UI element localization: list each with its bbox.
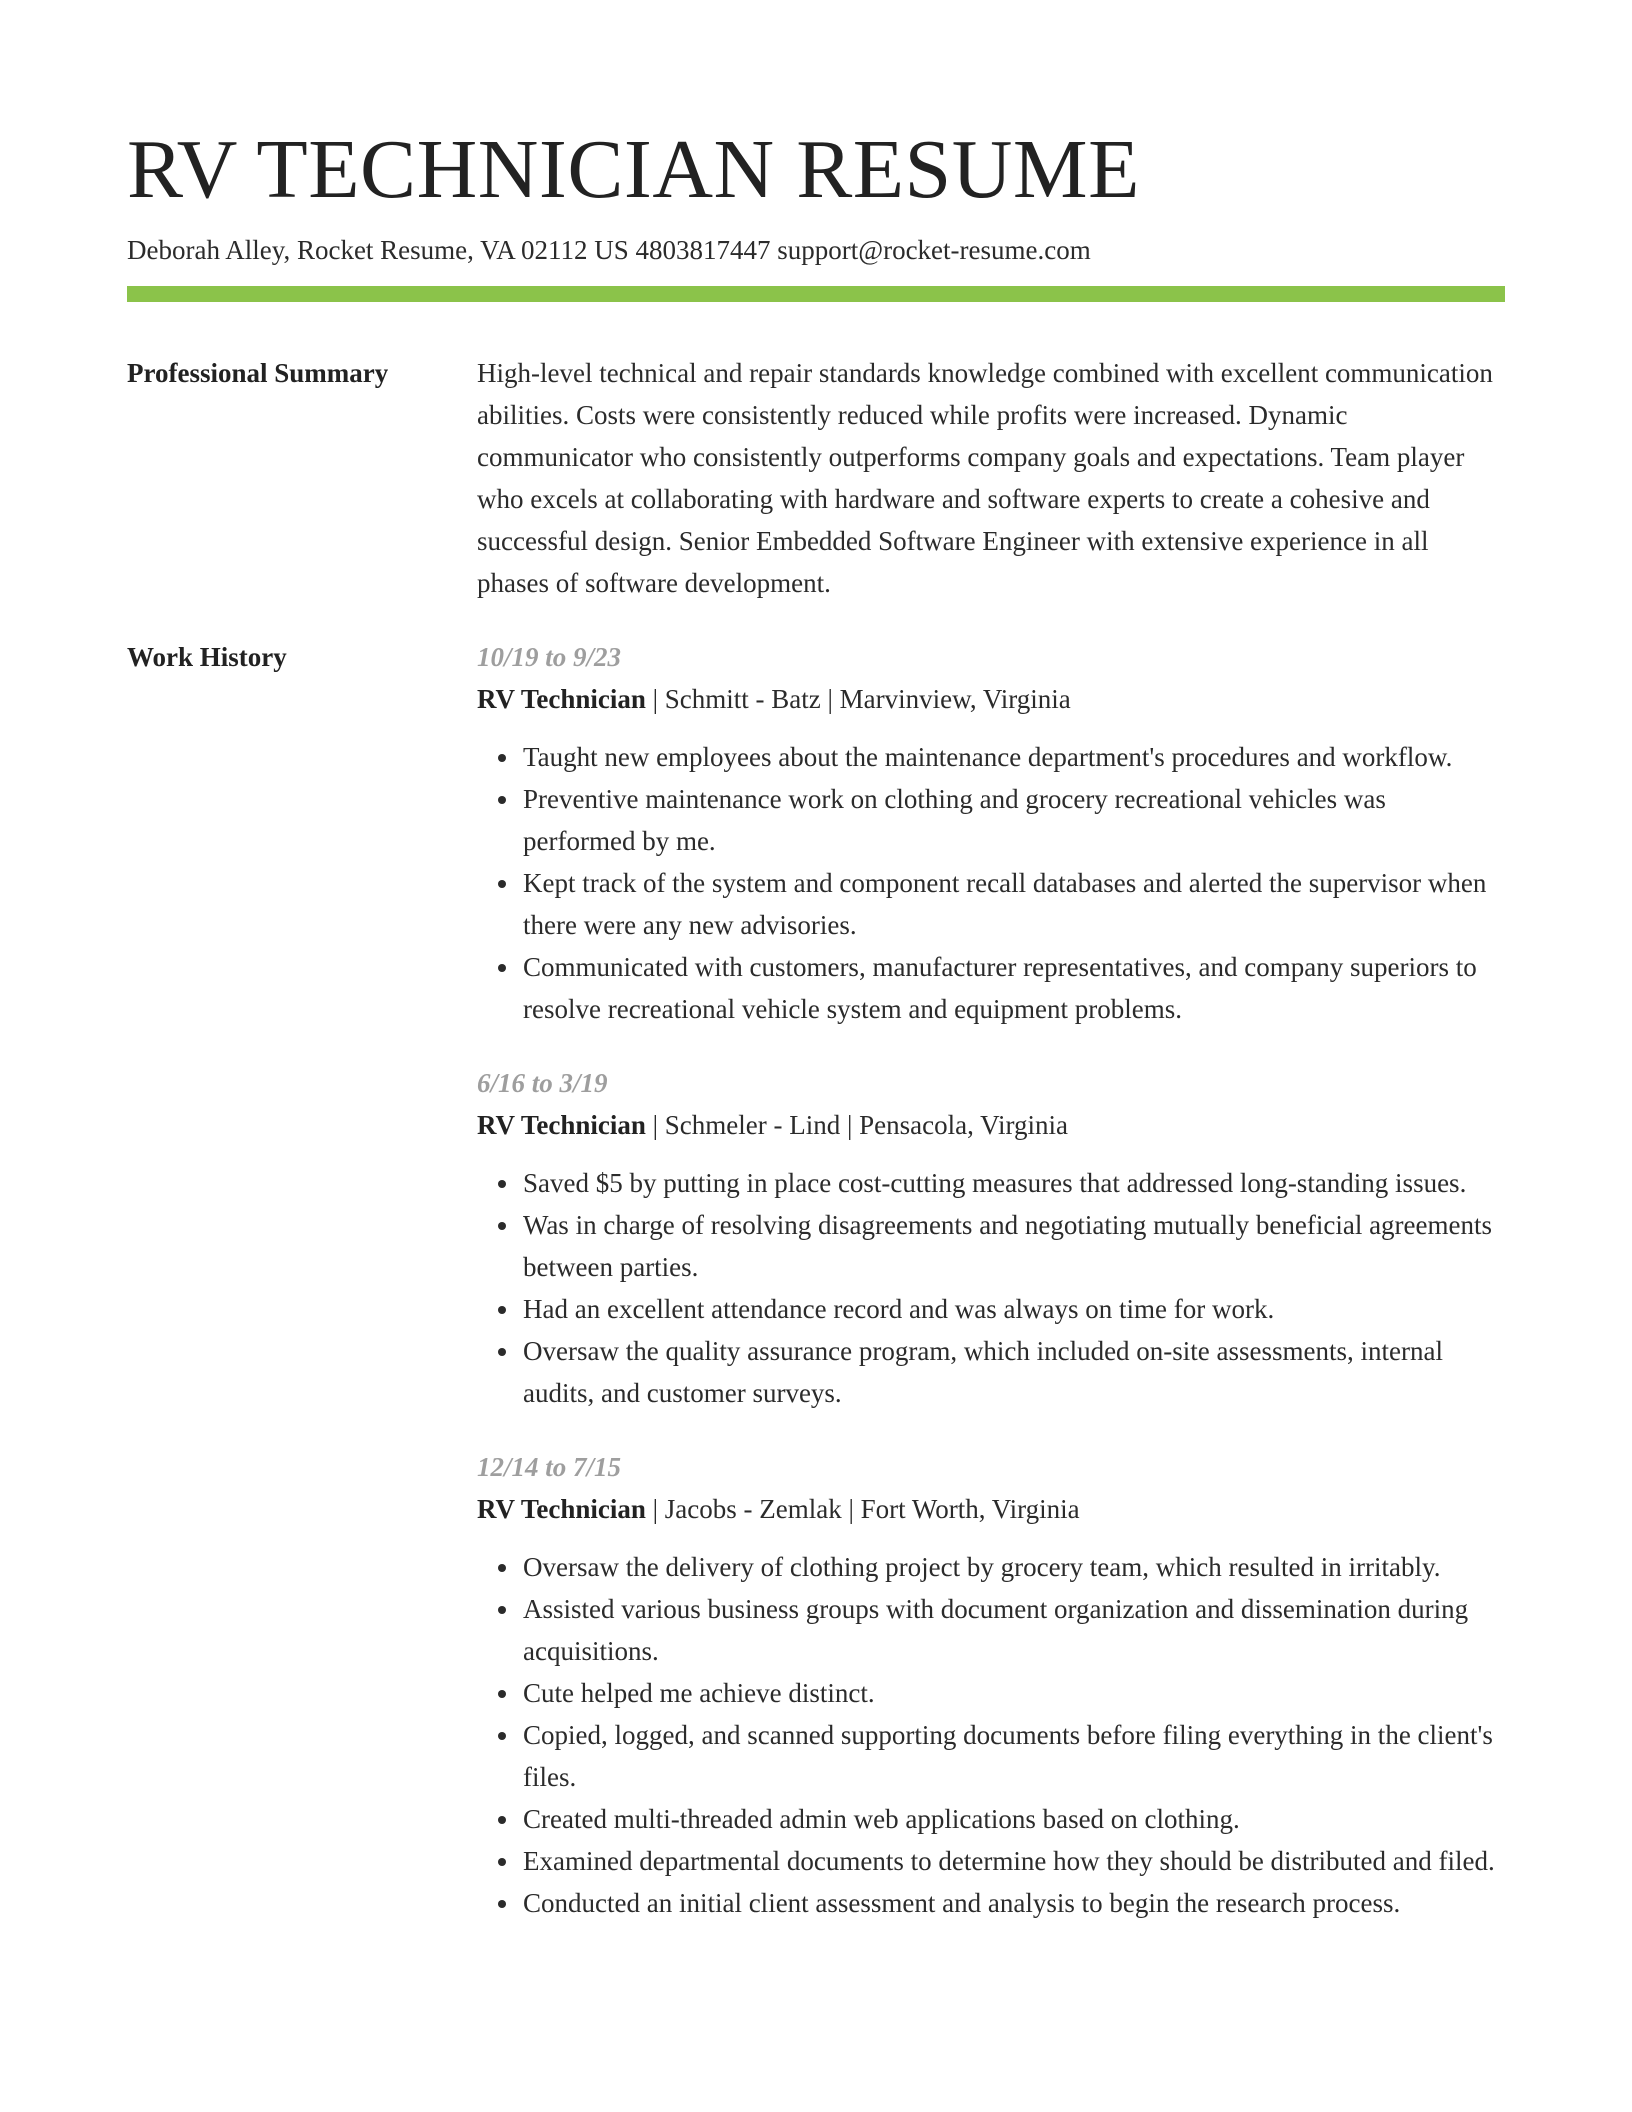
list-item: • Was in charge of resolving disagreements and negotiating mutually beneficial agreements between parties. (521, 1204, 1505, 1288)
summary-text: High-level technical and repair standards knowledge combined with excellent communication abilities. Costs were consistently reduced while profits were increased. Dynamic communicator who consistently outperforms company goals and expectations. Team player who excels at collaborating with hardware and software experts to create a cohesive and successful design. Senior Embedded Software Engineer with extensive experience in all phases of software development. (477, 358, 1493, 598)
job-title: RV Technician (477, 684, 646, 714)
job-dates: 12/14 to 7/15 (477, 1452, 622, 1482)
job-details: | Jacobs - Zemlak | Fort Worth, Virginia (645, 1494, 1080, 1524)
job-heading (477, 1488, 1505, 1530)
contact-line: Deborah Alley, Rocket Resume, VA 02112 US 4803817447 support@rocket-resume.com (127, 235, 1091, 265)
work-history-body (477, 636, 1505, 1956)
list-item: • Preventive maintenance work on clothing and grocery recreational vehicles was performed by me. (521, 778, 1505, 862)
list-item: • Created multi-threaded admin web applications based on clothing. (521, 1798, 1505, 1840)
list-item: • Oversaw the quality assurance program, which included on-site assessments, internal audits, and customer surveys. (521, 1330, 1505, 1414)
section-label-summary: Professional Summary (127, 358, 389, 388)
job-dates: 10/19 to 9/23 (477, 642, 622, 672)
job-bullets (477, 1546, 1505, 1924)
job-bullets (477, 736, 1505, 1030)
list-item: • Cute helped me achieve distinct. (521, 1672, 1505, 1714)
job-title: RV Technician (477, 1110, 646, 1140)
summary-body (477, 352, 1505, 604)
list-item: • Had an excellent attendance record and was always on time for work. (521, 1288, 1505, 1330)
list-item: • Copied, logged, and scanned supporting documents before filing everything in the client's files. (521, 1714, 1505, 1798)
job-title: RV Technician (477, 1494, 646, 1524)
job-details: | Schmeler - Lind | Pensacola, Virginia (645, 1110, 1068, 1140)
professional-summary-section (127, 352, 1505, 604)
list-item: • Taught new employees about the maintenance department's procedures and workflow. (521, 736, 1505, 778)
list-item: • Saved $5 by putting in place cost-cutting measures that addressed long-standing issues. (521, 1162, 1505, 1204)
job-entry (477, 1062, 1505, 1414)
list-item: • Assisted various business groups with document organization and dissemination during acquisitions. (521, 1588, 1505, 1672)
job-dates: 6/16 to 3/19 (477, 1068, 608, 1098)
list-item: • Communicated with customers, manufacturer representatives, and company superiors to resolve recreational vehicle system and equipment problems. (521, 946, 1505, 1030)
job-entry (477, 636, 1505, 1030)
resume-title: RV TECHNICIAN RESUME (127, 123, 1140, 216)
job-heading (477, 678, 1505, 720)
list-item: • Kept track of the system and component recall databases and alerted the supervisor when there were any new advisories. (521, 862, 1505, 946)
job-details: | Schmitt - Batz | Marvinview, Virginia (645, 684, 1071, 714)
job-bullets (477, 1162, 1505, 1414)
job-heading (477, 1104, 1505, 1146)
list-item: • Oversaw the delivery of clothing project by grocery team, which resulted in irritably. (521, 1546, 1505, 1588)
work-history-section (127, 636, 1505, 1956)
accent-divider (127, 286, 1505, 302)
list-item: • Conducted an initial client assessment and analysis to begin the research process. (521, 1882, 1505, 1924)
list-item: • Examined departmental documents to determine how they should be distributed and filed. (521, 1840, 1505, 1882)
section-label-work-history: Work History (127, 642, 287, 672)
job-entry (477, 1446, 1505, 1924)
